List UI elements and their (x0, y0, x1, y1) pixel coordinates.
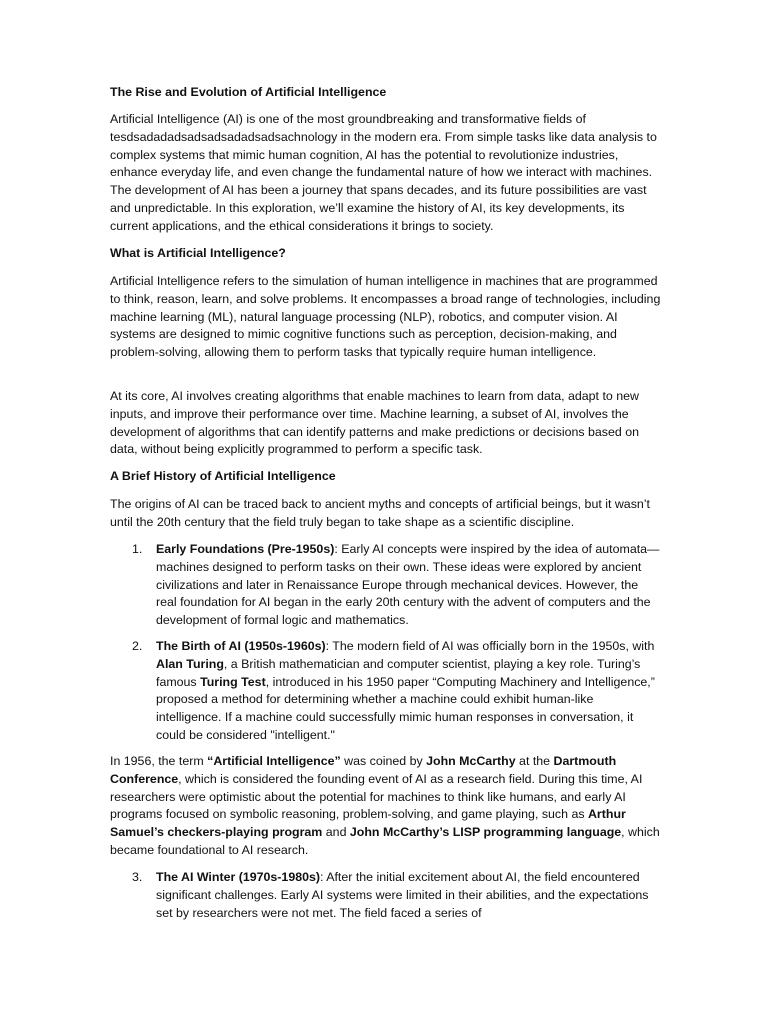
paragraph-dartmouth (110, 753, 662, 860)
list-item-body (156, 638, 662, 745)
list-item-text: : After the initial excitement about AI, the field encountered significant challenges. Early AI systems were limited in their abilities, and the expectations set by researchers were not met. The field faced a series of (156, 870, 649, 920)
paragraph-text: , which became foundational to AI research. (110, 825, 660, 857)
bold-term-ai: “Artificial Intelligence” (207, 754, 341, 768)
section-heading-history: A Brief History of Artificial Intelligence (110, 469, 336, 483)
paragraph-origins: The origins of AI can be traced back to ancient myths and concepts of artificial beings, but it wasn’t until the 20th century that the field truly began to take shape as a scientific discipline. (110, 497, 650, 529)
paragraph-text: and (322, 825, 350, 840)
paragraph-text: at the (515, 754, 554, 768)
bold-term-turing-test: Turing Test (200, 674, 266, 689)
list-item-text: : The modern field of AI was officially born in the 1950s, with (325, 639, 655, 653)
list-item-birth-of-ai (110, 638, 662, 745)
bold-term-lisp: John McCarthy’s LISP programming language (349, 825, 622, 840)
list-item-title: Early Foundations (Pre-1950s) (156, 542, 335, 556)
bold-name-alan-turing: Alan Turing (156, 656, 224, 671)
list-item-early-foundations (110, 541, 662, 630)
paragraph-definition: Artificial Intelligence refers to the simulation of human intelligence in machines that are programmed to think, reason, learn, and solve problems. It encompasses a broad range of technologies, including machine learning (ML), natural language processing (NLP), robotics, and computer vision. AI systems are designed to mimic cognitive functions such as perception, decision-making, and problem-solving, allowing them to perform tasks that typically require human intelligence. (110, 274, 661, 360)
paragraph-core: At its core, AI involves creating algorithms that enable machines to learn from data, adapt to new inputs, and improve their performance over time. Machine learning, a subset of AI, involves the development of algorithms that can identify patterns and make predictions or decisions based on data, without being explicitly programmed to perform a specific task. (110, 389, 639, 457)
paragraph-text: In 1956, the term (110, 754, 208, 768)
list-item-text: , introduced in his 1950 paper “Computing Machinery and Intelligence,” proposed a method for determining whether a machine could exhibit human-like intelligence. If a machine could successfully mimic human responses in conversation, it could be considered "intelligent." (156, 674, 655, 742)
bold-name-mccarthy: John McCarthy (426, 754, 516, 768)
list-item-title: The Birth of AI (1950s-1960s) (156, 639, 326, 653)
section-heading-what-is-ai: What is Artificial Intelligence? (110, 246, 286, 260)
paragraph-text: was coined by (340, 754, 427, 768)
bold-term-checkers: Arthur Samuel’s checkers-playing program (110, 807, 626, 840)
list-number: 1. (132, 542, 143, 556)
intro-paragraph: Artificial Intelligence (AI) is one of the most groundbreaking and transformative fields of tesdsadadadsadsadsadadsadsachnology in the modern era. From simple tasks like data analysis to complex systems that mimic human cognition, AI has the potential to revolutionize industries, enhance everyday life, and even change the fundamental nature of how we interact with machines. The development of AI has been a journey that spans decades, and its future possibilities are vast and unpredictable. In this exploration, we’ll examine the history of AI, its key developments, its current applications, and the ethical considerations it brings to society. (110, 112, 657, 233)
paragraph-text: , which is considered the founding event of AI as a research field. During this time, AI researchers were optimistic about the potential for machines to think like humans, and early AI programs focused on symbolic reasoning, problem-solving, and game playing, such as (110, 771, 643, 822)
list-item-title: The AI Winter (1970s-1980s) (156, 870, 321, 884)
list-item-text: , a British mathematician and computer scientist, playing a key role. Turing’s famous (156, 656, 641, 689)
list-number: 3. (132, 870, 143, 884)
list-item-text: : Early AI concepts were inspired by the idea of automata—machines designed to perform tasks on their own. These ideas were explored by ancient civilizations and later in Renaissance Europe through mechanical devices. However, the real foundation for AI began in the early 20th century with the advent of computers and the development of formal logic and mathematics. (156, 542, 660, 628)
document-title: The Rise and Evolution of Artificial Intelligence (110, 85, 387, 99)
list-item-body (156, 541, 662, 630)
list-item-ai-winter (110, 869, 662, 922)
list-number: 2. (132, 639, 143, 653)
list-item-body (156, 869, 662, 922)
bold-term-dartmouth: Dartmouth Conference (110, 754, 617, 786)
